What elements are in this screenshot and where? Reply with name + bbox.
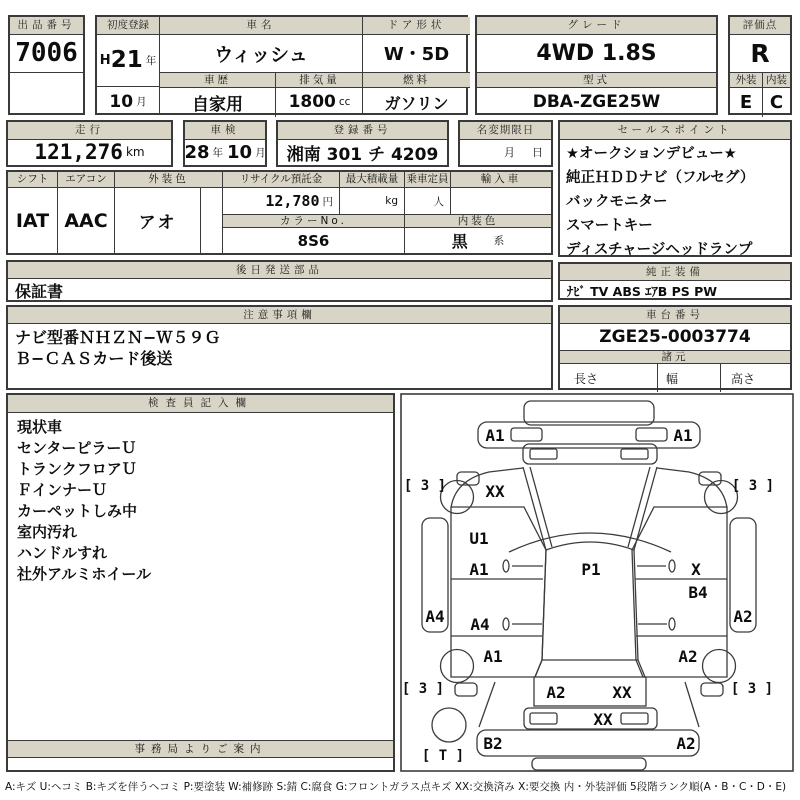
label-front-left-tire: [ 3 ] (403, 478, 447, 494)
door-label: ドア形状 (363, 17, 470, 35)
notes-line: Ｂ−ＣＡＳカード後送 (15, 349, 173, 368)
office-label: 事務局よりご案内 (8, 740, 393, 758)
import-cell (450, 188, 551, 214)
sales-points-list (566, 142, 790, 256)
label-rear-window-left: A2 (546, 683, 566, 702)
interior-cell (762, 72, 790, 117)
inspector-label: 検査員記入欄 (8, 395, 393, 413)
reg-month: 10 (109, 91, 134, 112)
first-reg-year (97, 34, 159, 86)
door-handle (503, 560, 509, 572)
car-name-label: 車名 (160, 17, 362, 35)
rear-garnish-shape (524, 708, 657, 729)
car-name-col (159, 17, 362, 113)
shift-value: IAT (15, 209, 50, 232)
inspector-item: 現状車 (17, 418, 63, 436)
capacity-cell (404, 188, 450, 214)
label-right-rear-quarter: A2 (678, 647, 698, 666)
capacity-label: 乗車定員 (404, 172, 450, 188)
fuel-label: 燃料 (363, 72, 470, 88)
aircon-value: AAC (57, 188, 114, 253)
color-no-label: カラーNo. (222, 214, 404, 228)
grade-value: 4WD 1.8S (536, 40, 657, 66)
label-roof: P1 (581, 560, 601, 579)
sales-point-item: 純正ＨＤＤナビ（フルセグ） (566, 170, 755, 186)
history-value: 自家用 (192, 94, 243, 115)
headlight-left-shape (511, 428, 542, 441)
chassis-box (558, 305, 792, 390)
label-rear-right-tire: [ 3 ] (730, 681, 774, 697)
roof-arc (546, 542, 634, 550)
chassis-label: 車台番号 (560, 307, 790, 324)
score-box (728, 15, 792, 115)
height-cell (720, 364, 790, 392)
inspector-item: トランクフロアＵ (17, 460, 137, 478)
auction-number-label: 出品番号 (10, 17, 83, 35)
door-col (362, 17, 470, 113)
ext-color-label: 外装色 (114, 172, 222, 188)
car-damage-diagram (399, 392, 795, 774)
door-handle (503, 618, 509, 630)
divider (10, 72, 83, 73)
grade-box (475, 15, 718, 115)
door-handle (669, 618, 675, 630)
int-color-value-cell (404, 228, 551, 253)
width-cell (657, 364, 720, 392)
cowl-shape (523, 444, 657, 464)
reg-no-box (276, 120, 449, 167)
sales-point-item: ★オークションデビュー★ (566, 146, 737, 162)
mileage-label: 走行 (8, 122, 171, 140)
later-parts-label: 後日発送部品 (8, 262, 551, 279)
history-cell (160, 72, 275, 117)
mileage-number: 121,276 (34, 140, 123, 164)
shaken-month: 10 (227, 141, 253, 163)
int-color-suffix: 系 (493, 235, 505, 247)
label-headlight-left: A1 (485, 426, 505, 445)
mileage-box (6, 120, 173, 167)
door-value: W・5D (383, 44, 450, 65)
shaken-year: 28 (184, 141, 210, 163)
label-left-front-door: A1 (469, 560, 489, 579)
label-rear-bumper-left: B2 (483, 734, 503, 753)
grade-label: グレード (477, 17, 716, 35)
label-spare-tire: [ T ] (421, 748, 465, 764)
sales-point-item: スマートキー (566, 218, 653, 234)
exterior-cell (730, 72, 762, 117)
max-load-unit: kg (385, 195, 398, 207)
rear-lower-shape (532, 758, 646, 770)
length-cell (560, 364, 657, 392)
name-change-day: 日 (532, 146, 543, 159)
displacement-cell (275, 72, 363, 117)
length-label: 長さ (574, 371, 599, 386)
car-name-value: ウィッシュ (214, 43, 308, 66)
label-rear-left-tire: [ 3 ] (401, 681, 445, 697)
import-label: 輸入車 (450, 172, 551, 188)
sales-point-item: ディスチャージヘッドランプ (566, 242, 753, 258)
auction-number-value: 7006 (15, 38, 78, 68)
label-left-rear-door: A4 (470, 615, 490, 634)
name-change-month: 月 (504, 146, 515, 159)
score-label: 評価点 (730, 17, 790, 35)
int-color-value: 黒 (451, 232, 468, 251)
height-label: 高さ (731, 371, 756, 386)
sales-points-box (558, 120, 792, 257)
legend-text: A:キズ U:ヘコミ B:キズを伴うヘコミ P:要塗装 W:補修跡 S:錆 C:腐食 G:フロントガラス点キズ XX:交換済み X:要交換 内・外装評価 5段階ランク順(A・B・C・D・E) (5, 781, 787, 793)
label-right-front-door: X (691, 560, 701, 579)
max-load-label: 最大積載量 (339, 172, 404, 188)
right-fender-shape (657, 468, 727, 508)
color-no-value: 8S6 (222, 228, 404, 253)
sales-points-label: セールスポイント (560, 122, 790, 140)
shaken-value (185, 139, 265, 165)
exterior-label: 外装 (730, 72, 762, 88)
taillight-left-shape (530, 713, 557, 724)
chassis-value: ZGE25-0003774 (599, 326, 751, 347)
later-parts-value: 保証書 (15, 282, 64, 301)
fuel-value: ガソリン (384, 93, 449, 113)
year-suffix: 年 (145, 54, 157, 67)
notes-box (6, 305, 553, 390)
shaken-month-suffix: 月 (255, 146, 266, 159)
vehicle-id-box (95, 15, 468, 115)
headlight-right-shape (636, 428, 667, 441)
interior-value: C (769, 91, 784, 113)
equipment-label: 純正装備 (560, 264, 790, 281)
inspector-item: カーペットしみ中 (17, 502, 138, 520)
displacement-unit: cc (338, 96, 351, 108)
model-value: DBA-ZGE25W (532, 92, 661, 112)
rear-bumper-shape (477, 730, 699, 756)
month-suffix: 月 (136, 96, 147, 108)
recycle-value-cell (222, 188, 339, 214)
dimensions-label: 諸元 (560, 350, 790, 364)
name-change-value (460, 139, 551, 165)
recycle-value: 12,780 (265, 192, 320, 210)
displacement-value (276, 88, 363, 116)
first-reg-label: 初度登録 (97, 17, 159, 35)
inspector-item: 室内汚れ (17, 523, 78, 541)
era: H (99, 52, 111, 68)
label-rear-bumper-right: A2 (676, 734, 696, 753)
inspector-item: ハンドルすれ (17, 544, 108, 562)
shaken-label: 車検 (185, 122, 265, 140)
notes-list (15, 327, 545, 387)
recycle-label: リサイクル預託金 (222, 172, 339, 188)
label-headlight-right: A1 (673, 426, 693, 445)
door-handle (669, 560, 675, 572)
label-left-rocker: A4 (425, 607, 445, 626)
first-reg-col (97, 17, 159, 113)
inspector-item: センターピラーＵ (17, 439, 137, 457)
shaken-year-suffix: 年 (212, 146, 223, 159)
recycle-unit: 円 (322, 195, 333, 208)
spare-tire-shape (432, 708, 466, 742)
shaken-box (183, 120, 267, 167)
mileage-unit: km (125, 145, 145, 159)
reg-year: 21 (110, 47, 143, 73)
interior-label: 内装 (763, 72, 790, 88)
label-right-rocker: A2 (733, 607, 753, 626)
exterior-value: E (739, 91, 753, 113)
aircon-label: エアコン (57, 172, 114, 188)
shift-label: シフト (8, 172, 57, 188)
width-label: 幅 (666, 371, 679, 386)
history-label: 車歴 (160, 72, 275, 88)
displacement-number: 1800 (288, 92, 336, 112)
first-reg-month (97, 86, 159, 116)
label-front-right-tire: [ 3 ] (731, 478, 775, 494)
ext-color-code-cell (200, 188, 222, 253)
taillight-right-shape (621, 713, 648, 724)
auction-number-box (8, 15, 85, 115)
sales-point-item: バックモニター (566, 194, 668, 210)
label-front-left-fender: XX (485, 482, 505, 501)
mileage-value (8, 139, 171, 165)
equipment-box (558, 262, 792, 300)
inspector-item: 社外アルミホイール (17, 565, 152, 583)
max-load-cell (339, 188, 404, 214)
displacement-label: 排気量 (276, 72, 363, 88)
inspector-box (6, 393, 395, 772)
capacity-unit: 人 (433, 195, 444, 208)
model-label: 型式 (477, 72, 716, 88)
label-left-rear-quarter: A1 (483, 647, 503, 666)
name-change-label: 名変期限日 (460, 122, 551, 140)
reg-no-label: 登録番号 (278, 122, 447, 140)
label-left-front-door-upper: U1 (469, 529, 489, 548)
inspector-list (17, 417, 389, 592)
label-rear-window-right: XX (612, 683, 632, 702)
equipment-value: ﾅﾋﾞ TV ABS ｴｱB PS PW (567, 283, 718, 299)
int-color-label: 内装色 (404, 214, 551, 228)
later-parts-box (6, 260, 553, 302)
notes-line: ナビ型番ＮＨＺＮ−Ｗ５９Ｇ (15, 328, 221, 347)
label-right-rear-door: B4 (688, 583, 708, 602)
spec-box (6, 170, 553, 255)
ext-color-value: アオ (114, 188, 200, 253)
name-change-box (458, 120, 553, 167)
label-rear-garnish: XX (593, 710, 613, 729)
score-value: R (750, 38, 770, 68)
notes-label: 注意事項欄 (8, 307, 551, 324)
reg-no-value: 湘南 301 チ 4209 (286, 144, 439, 165)
inspector-item: ＦインナーＵ (17, 481, 108, 499)
